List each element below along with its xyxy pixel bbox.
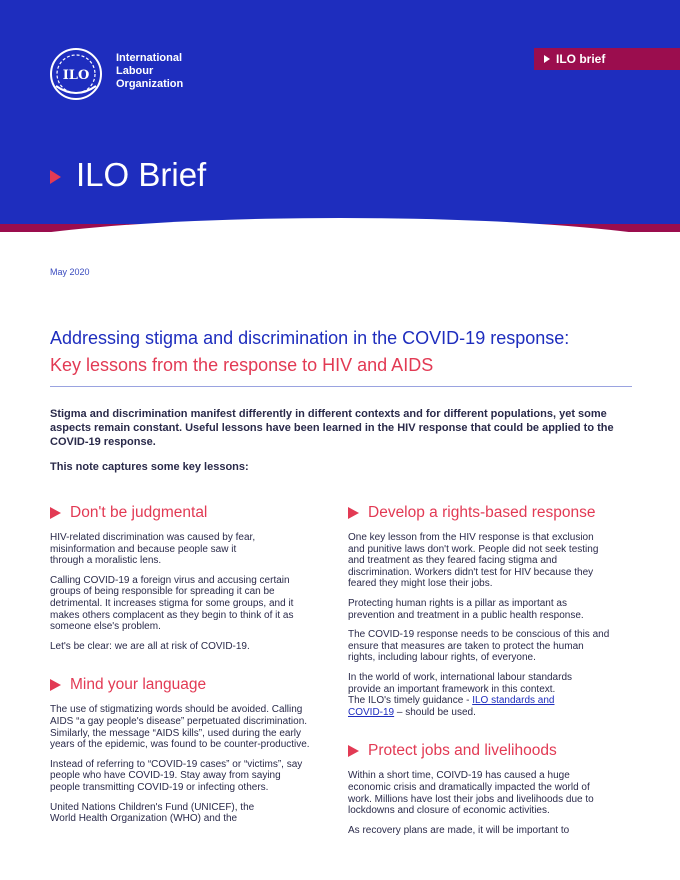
paragraph: The COVID-19 response needs to be conscious of this and ensure that measures are taken to protect the human rights, including labour rights, of everyone. [348, 629, 610, 664]
section-heading-text: Don't be judgmental [70, 504, 208, 521]
ilo-logo-icon [48, 46, 106, 102]
section-heading-text: Protect jobs and livelihoods [368, 742, 557, 760]
document-subtitle: Key lessons from the response to HIV and AIDS [50, 355, 434, 375]
paragraph: Instead of referring to “COVID-19 cases” or “victims”, say people who have COVID-19. Stay away from saying people transmitting COVID-19 or infecting others. [50, 758, 303, 793]
section-heading [348, 502, 610, 524]
left-column [50, 502, 312, 825]
org-name-line: International [116, 52, 183, 64]
play-arrow-icon [348, 745, 359, 757]
tag-label: ILO brief [556, 52, 606, 66]
paragraph-line: World Health Organization (WHO) and the [50, 813, 238, 825]
right-column [348, 502, 610, 836]
section-heading-text: Develop a rights-based response [368, 504, 596, 521]
header-banner [0, 0, 680, 232]
play-arrow-icon [348, 507, 359, 519]
document-title: Addressing stigma and discrimination in the COVID-19 response: [50, 328, 570, 348]
divider [50, 386, 632, 387]
paragraph-text: – should be used. [394, 706, 476, 718]
paragraph: The use of stigmatizing words should be avoided. Calling AIDS “a gay people's disease” perpetuated discrimination. Similarly, the message “AIDS kills”, used during the early years of the epidemic, was found to be counter-productive. [50, 704, 310, 751]
hero-title: ILO Brief [76, 156, 207, 193]
ilo-brief-tag [534, 48, 680, 70]
paragraph: HIV-related discrimination was caused by fear, misinformation and because people saw it through a moralistic lens. [50, 532, 256, 567]
paragraph-text: In the world of work, international labour standards provide an important framework in this context. The ILO's timely guidance - [348, 671, 573, 707]
section-heading-text: Mind your language [70, 676, 207, 694]
play-arrow-icon [50, 679, 61, 691]
paragraph: Let's be clear: we are all at risk of COVID-19. [50, 640, 250, 652]
paragraph-line: United Nations Children's Fund (UNICEF), the [50, 801, 255, 813]
play-arrow-icon [544, 55, 550, 63]
publication-date: May 2020 [50, 267, 90, 277]
org-name-line: Labour [116, 65, 154, 77]
intro-paragraph: Stigma and discrimination manifest differently in different contexts and for different populations, yet some aspects remain constant. Useful lessons have been learned in the HIV response that could be applied to the COVID-19 response. [50, 408, 614, 448]
organization-name [116, 52, 236, 91]
svg-text:ILO: ILO [62, 68, 90, 83]
paragraph: As recovery plans are made, it will be important to [348, 824, 570, 836]
paragraph: Calling COVID-19 a foreign virus and accusing certain groups of being responsible for spreading it can be detrimental. It increases stigma for some groups, and it makes others complacent as they begin to think of it as someone else's problem. [50, 574, 294, 633]
paragraph [348, 672, 573, 718]
section-heading [348, 740, 610, 762]
paragraph [50, 802, 312, 825]
ilo-standards-link[interactable]: ILO standards and COVID-19 [348, 695, 555, 718]
paragraph: Protecting human rights is a pillar as important as prevention and treatment in a public health response. [348, 597, 584, 621]
paragraph: One key lesson from the HIV response is that exclusion and punitive laws don't work. People did not seek testing and treatment as they feared facing stigma and discrimination. Workers didn't test for HIV because they feared they might lose their jobs. [348, 532, 599, 590]
play-arrow-icon [50, 507, 61, 519]
paragraph: Within a short time, COIVD-19 has caused a huge economic crisis and dramatically impacted the world of work. Millions have lost their jobs and livelihoods due to lockdowns and closure of economic activities. [348, 770, 594, 817]
intro-lead-in: This note captures some key lessons: [50, 461, 249, 473]
section-heading [50, 674, 312, 696]
section-heading [50, 502, 312, 524]
org-name-line: Organization [116, 78, 184, 90]
play-arrow-icon [50, 170, 61, 184]
